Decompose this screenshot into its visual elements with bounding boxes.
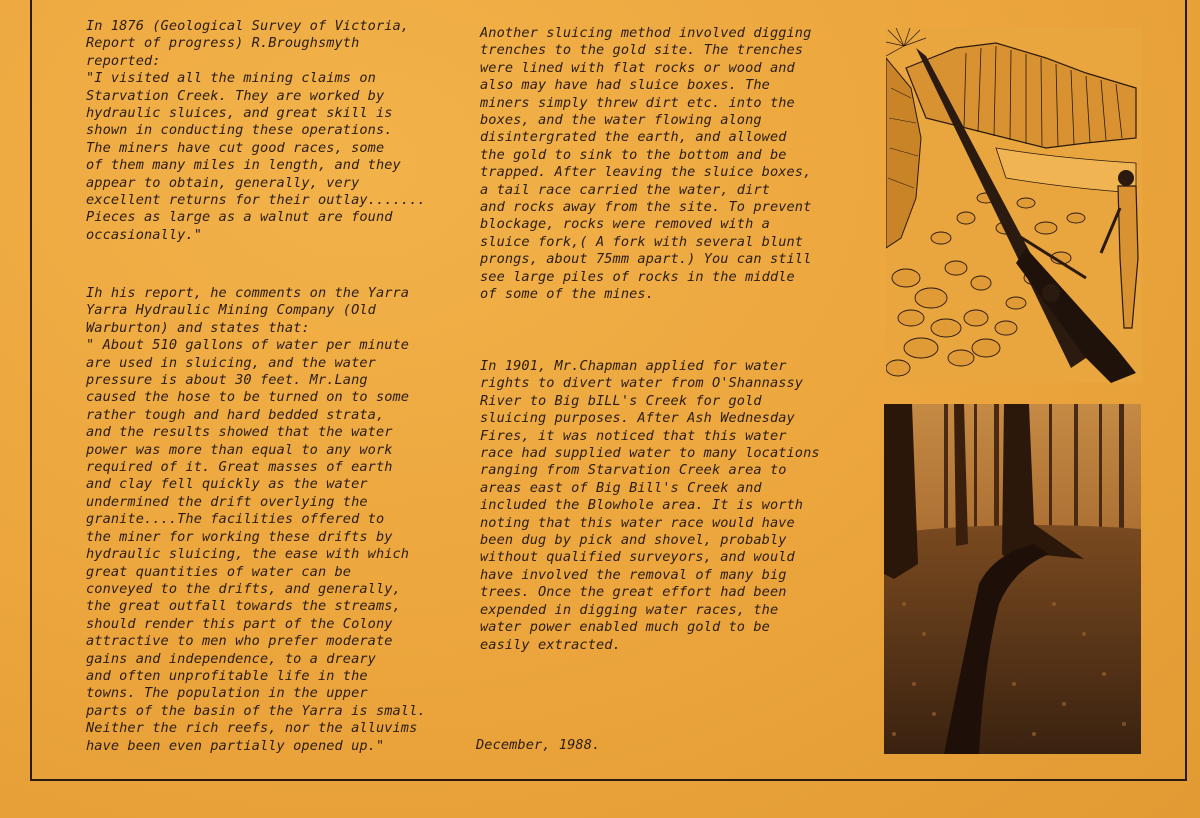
chapman-water-rights-text: In 1901, Mr.Chapman applied for water rights to divert water from O'Shannassy River to Big bILL's Creek for gold sluicing purposes. After Ash Wednesday Fires, it was noticed that this water race had supplied water to many locations ranging from Starvation Creek area to areas east of Big Bill's Creek and included the Blowhole area. It is worth noting that this water race would have been dug by pick and shovel, probably without qualified surveyors, and would have involved the removal of many big trees. Once the great effort had been expended in digging water races, the water power enabled much gold to be easily extracted. xyxy=(480,358,820,653)
broughsmyth-report-quote: In 1876 (Geological Survey of Victoria, Report of progress) R.Broughsmyth reported: "I visited all the mining claims on Starvation Creek. They are worked by hydraulic sluices, and great skill is shown in conducting these operations. The miners have cut good races, some of them many miles in length, and they appear to obtain, generally, very excellent returns for their outlay....... Pieces as large as a walnut are found occasionally." xyxy=(86,18,426,243)
forest-photo-image xyxy=(884,404,1141,754)
sluicing-method-text: Another sluicing method involved digging trenches to the gold site. The trenches were lined with flat rocks or wood and also may have had sluice boxes. The miners simply threw dirt etc. into the boxes, and the water flowing along disintergrated the earth, and allowed the gold to sink to the bottom and be trapped. After leaving the sluice boxes, a tail race carried the water, dirt and rocks away from the site. To prevent blockage, rocks were removed with a sluice fork,( A fork with several blunt prongs, about 75mm apart.) You can still see large piles of rocks in the middle of some of the mines. xyxy=(480,25,812,303)
hydraulic-sluicing-illustration xyxy=(886,28,1142,383)
yarra-hydraulic-company-quote: Ih his report, he comments on the Yarra Yarra Hydraulic Mining Company (Old Warburton) and states that: " About 510 gallons of water per minute are used in sluicing, and the water pressure is about 30 feet. Mr.Lang caused the hose to be turned on to some rather tough and hard bedded strata, and the results showed that the water power was more than equal to any work required of it. Great masses of earth and clay fell quickly as the water undermined the drift overlying the granite....The facilities offered to the miner for working these drifts by hydraulic sluicing, the ease with which great quantities of water can be conveyed to the drifts, and generally, the great outfall towards the streams, should render this part of the Colony attractive to men who prefer moderate gains and independence, to a dreary and often unprofitable life in the towns. The population in the upper parts of the basin of the Yarra is small. Neither the rich reefs, nor the alluvims have been even partially opened up." xyxy=(86,285,426,754)
sluicing-drawing xyxy=(886,28,1142,383)
document-date: December, 1988. xyxy=(476,737,601,753)
water-race-forest-photo xyxy=(884,404,1141,754)
